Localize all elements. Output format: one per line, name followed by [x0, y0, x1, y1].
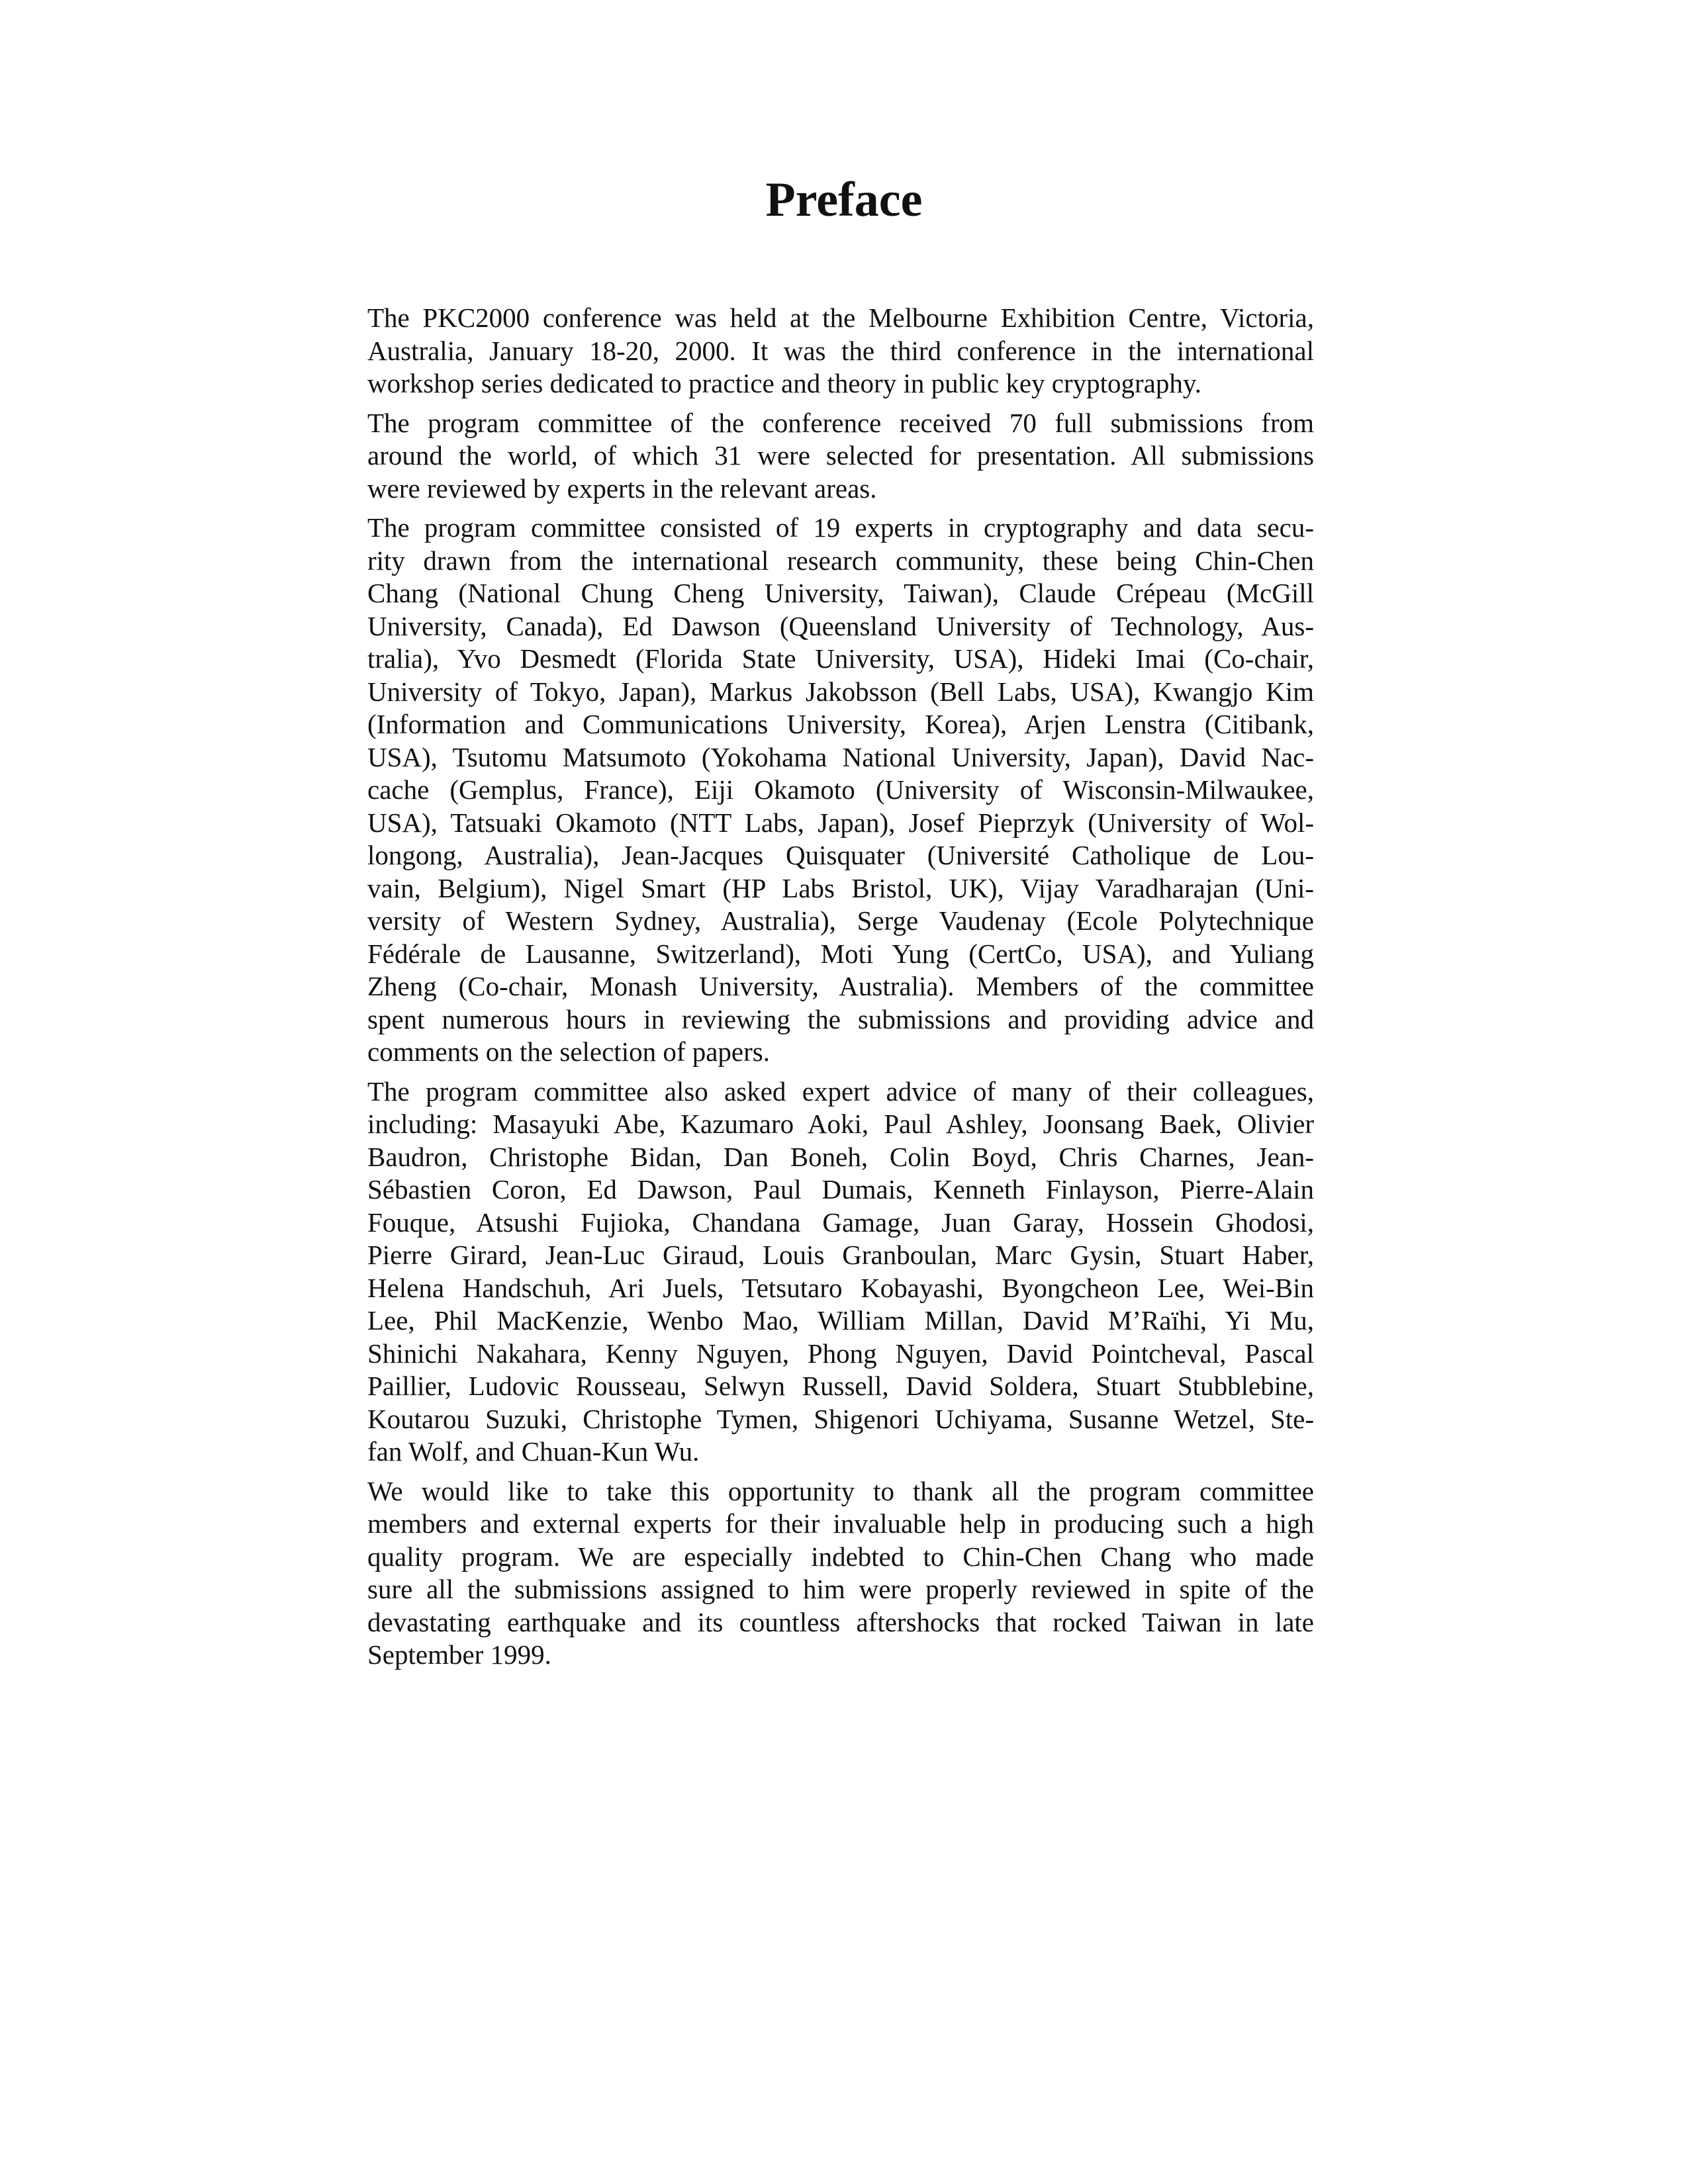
text-line: September 1999. [367, 1639, 551, 1670]
paragraph [367, 512, 1314, 1069]
text-line: members and external experts for their invaluable help in producing such a high [367, 1508, 1314, 1539]
text-line: versity of Western Sydney, Australia), Serge Vaudenay (Ecole Polytechnique [367, 905, 1314, 936]
text-line: Paillier, Ludovic Rousseau, Selwyn Russell, David Soldera, Stuart Stubblebine, [367, 1371, 1314, 1401]
text-line: spent numerous hours in reviewing the submissions and providing advice and [367, 1003, 1314, 1034]
text-line: Fouque, Atsushi Fujioka, Chandana Gamage, Juan Garay, Hossein Ghodosi, [367, 1206, 1314, 1238]
text-line: were reviewed by experts in the relevant areas. [367, 473, 877, 504]
text-line: cache (Gemplus, France), Eiji Okamoto (University of Wisconsin-Milwaukee, [367, 774, 1314, 805]
text-line: University, Canada), Ed Dawson (Queensland University of Technology, Aus- [367, 610, 1314, 641]
text-line: Shinichi Nakahara, Kenny Nguyen, Phong Nguyen, David Pointcheval, Pascal [367, 1338, 1314, 1369]
text-line: around the world, of which 31 were selected for presentation. All submissions [367, 440, 1314, 471]
text-line: longong, Australia), Jean-Jacques Quisquater (Université Catholique de Lou- [367, 840, 1314, 870]
preface-body [367, 302, 1314, 1678]
paragraph [367, 302, 1314, 400]
text-line: Sébastien Coron, Ed Dawson, Paul Dumais, Kenneth Finlayson, Pierre-Alain [367, 1174, 1314, 1205]
text-line: vain, Belgium), Nigel Smart (HP Labs Bristol, UK), Vijay Varadharajan (Uni- [367, 872, 1314, 903]
text-line: The PKC2000 conference was held at the Melbourne Exhibition Centre, Victoria, [367, 302, 1314, 333]
text-line: including: Masayuki Abe, Kazumaro Aoki, Paul Ashley, Joonsang Baek, Olivier [367, 1109, 1314, 1139]
paragraph [367, 1475, 1314, 1672]
text-line: workshop series dedicated to practice and theory in public key cryptography. [367, 368, 1201, 398]
text-line: We would like to take this opportunity to thank all the program committee [367, 1475, 1314, 1506]
text-line: Pierre Girard, Jean-Luc Giraud, Louis Granboulan, Marc Gysin, Stuart Haber, [367, 1240, 1314, 1270]
text-line: Fédérale de Lausanne, Switzerland), Moti Yung (CertCo, USA), and Yuliang [367, 938, 1314, 969]
text-line: Helena Handschuh, Ari Juels, Tetsutaro Kobayashi, Byongcheon Lee, Wei-Bin [367, 1272, 1314, 1303]
text-line: University of Tokyo, Japan), Markus Jakobsson (Bell Labs, USA), Kwangjo Kim [367, 676, 1314, 707]
text-line: tralia), Yvo Desmedt (Florida State University, USA), Hideki Imai (Co-chair, [367, 643, 1314, 674]
paragraph [367, 1075, 1314, 1469]
text-line: (Information and Communications University, Korea), Arjen Lenstra (Citibank, [367, 709, 1314, 739]
text-line: Koutarou Suzuki, Christophe Tymen, Shigenori Uchiyama, Susanne Wetzel, Ste- [367, 1403, 1314, 1434]
text-line: rity drawn from the international research community, these being Chin-Chen [367, 545, 1314, 576]
text-line: USA), Tatsuaki Okamoto (NTT Labs, Japan), Josef Pieprzyk (University of Wol- [367, 807, 1314, 838]
text-line: devastating earthquake and its countless aftershocks that rocked Taiwan in late [367, 1606, 1314, 1637]
text-line: Australia, January 18-20, 2000. It was the third conference in the international [367, 335, 1314, 366]
text-line: comments on the selection of papers. [367, 1036, 770, 1067]
text-line: sure all the submissions assigned to him were properly reviewed in spite of the [367, 1574, 1314, 1604]
paragraph [367, 407, 1314, 506]
text-line: Baudron, Christophe Bidan, Dan Boneh, Colin Boyd, Chris Charnes, Jean- [367, 1141, 1314, 1172]
text-line: Lee, Phil MacKenzie, Wenbo Mao, William Millan, David M’Raïhi, Yi Mu, [367, 1305, 1314, 1336]
text-line: The program committee consisted of 19 experts in cryptography and data secu- [367, 512, 1314, 543]
text-line: The program committee of the conference received 70 full submissions from [367, 407, 1314, 438]
page-title: Preface [765, 173, 923, 227]
text-line: Chang (National Chung Cheng University, Taiwan), Claude Crépeau (McGill [367, 578, 1314, 608]
text-line: quality program. We are especially indebted to Chin-Chen Chang who made [367, 1541, 1314, 1572]
text-line: USA), Tsutomu Matsumoto (Yokohama National University, Japan), David Nac- [367, 741, 1314, 772]
text-line: fan Wolf, and Chuan-Kun Wu. [367, 1436, 700, 1467]
text-line: Zheng (Co-chair, Monash University, Australia). Members of the committee [367, 971, 1314, 1001]
text-line: The program committee also asked expert advice of many of their colleagues, [367, 1075, 1314, 1107]
